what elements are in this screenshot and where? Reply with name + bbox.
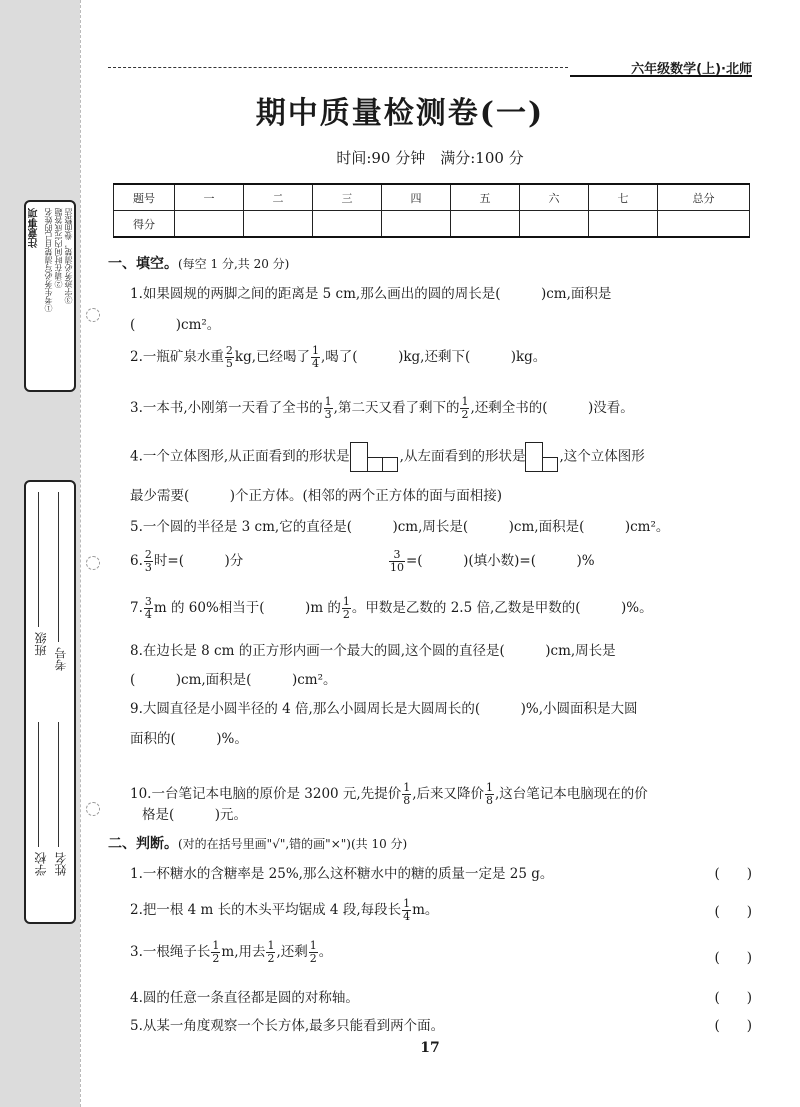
note-1: ①考生务必写清楚自己的姓名 — [44, 208, 53, 312]
answer-paren[interactable]: ( ) — [714, 1018, 752, 1034]
score-input-cell[interactable] — [244, 211, 313, 238]
text: ,这台笔记本电脑现在的价 — [495, 786, 648, 802]
denominator: 3 — [324, 408, 332, 421]
page-number: 17 — [420, 1040, 440, 1056]
question-4-cont: 最少需要( )个正方体。(相邻的两个正方体的面与面相接) — [130, 488, 503, 504]
table-cell: 二 — [244, 184, 313, 211]
question-2 — [130, 345, 546, 370]
question-6 — [130, 549, 243, 574]
numerator: 1 — [403, 781, 411, 794]
note-2: ②请在时间内完成答题 — [54, 208, 63, 288]
text: =( )(填小数)=( )% — [406, 553, 595, 569]
question-8-cont: ( )cm,面积是( )cm²。 — [130, 672, 337, 688]
numerator: 1 — [461, 395, 469, 408]
denominator: 2 — [309, 952, 317, 965]
numerator: 1 — [403, 897, 411, 910]
question-3 — [130, 396, 634, 421]
notes-label: 注意事项 — [29, 208, 40, 248]
judge-5: 5.从某一角度观察一个长方体,最多只能看到两个面。 — [130, 1018, 445, 1034]
question-7 — [130, 596, 653, 621]
section-1-heading — [108, 253, 289, 273]
fraction — [266, 940, 275, 965]
score-input-cell[interactable] — [658, 211, 750, 238]
text: ,还剩 — [276, 944, 308, 960]
text: 10.一台笔记本电脑的原价是 3200 元,先提价 — [130, 786, 402, 802]
numerator: 1 — [486, 781, 493, 794]
denominator: 4 — [312, 357, 320, 370]
note-3: ③字迹务必清楚，卷面整洁 — [64, 208, 73, 304]
binding-hole — [86, 556, 100, 570]
exam-no-line — [58, 492, 59, 642]
exam-info: 时间:90 分钟 满分:100 分 — [336, 149, 524, 167]
table-cell: 五 — [451, 184, 520, 211]
class-line — [38, 492, 39, 627]
denominator: 2 — [212, 952, 220, 965]
table-cell: 题号 — [114, 184, 175, 211]
exam-no-label: 考号 — [54, 647, 68, 671]
text: ,从左面看到的形状是 — [399, 448, 526, 465]
grade-label: 六年级数学(上)·北师 — [631, 62, 752, 77]
denominator: 4 — [403, 910, 411, 923]
text: ,这个立体图形 — [559, 448, 645, 465]
text: m 的 60%相当于( )m 的 — [153, 600, 341, 616]
text: 4.一个立体图形,从正面看到的形状是 — [130, 448, 350, 465]
score-input-cell[interactable] — [520, 211, 589, 238]
section-2-note: (对的在括号里画"√",错的画"×")(共 10 分) — [178, 837, 408, 851]
text: 3.一根绳子长 — [130, 944, 211, 960]
numerator: 3 — [389, 549, 405, 562]
fraction — [311, 345, 320, 370]
answer-paren[interactable]: ( ) — [714, 990, 752, 1006]
header-rule — [570, 75, 752, 77]
numerator: 1 — [312, 344, 320, 357]
fraction — [211, 940, 220, 965]
score-table — [113, 183, 750, 238]
fraction — [225, 345, 234, 370]
score-input-cell[interactable] — [589, 211, 658, 238]
text: m。 — [412, 902, 439, 918]
numerator: 3 — [144, 595, 152, 608]
left-view-figure — [525, 442, 559, 472]
text: 3.一本书,小刚第一天看了全书的 — [130, 400, 323, 416]
question-5: 5.一个圆的半径是 3 cm,它的直径是( )cm,周长是( )cm,面积是( )cm²。 — [130, 519, 670, 535]
notes-box — [24, 200, 76, 392]
score-table-header-row — [114, 184, 750, 211]
fraction — [460, 396, 469, 421]
score-input-cell[interactable] — [175, 211, 244, 238]
judge-4: 4.圆的任意一条直径都是圆的对称轴。 — [130, 990, 359, 1006]
text: 2.一瓶矿泉水重 — [130, 349, 224, 365]
denominator: 8 — [403, 794, 411, 807]
denominator: 2 — [461, 408, 469, 421]
judge-2 — [130, 898, 438, 923]
binding-hole — [86, 802, 100, 816]
text: 7. — [130, 600, 143, 616]
section-2-heading — [108, 833, 407, 853]
fraction — [144, 596, 153, 621]
question-9: 9.大圆直径是小圆半径的 4 倍,那么小圆周长是大圆周长的( )%,小圆面积是大圆 — [130, 701, 638, 717]
table-cell: 四 — [382, 184, 451, 211]
binding-hole — [86, 308, 100, 322]
denominator: 4 — [144, 608, 152, 621]
text: 6. — [130, 553, 143, 569]
judge-3 — [130, 940, 332, 965]
fraction — [402, 782, 411, 807]
answer-paren[interactable]: ( ) — [714, 866, 752, 882]
judge-1: 1.一杯糖水的含糖率是 25%,那么这杯糖水中的糖的质量一定是 25 g。 — [130, 866, 554, 882]
section-1-title: 一、填空。 — [108, 256, 178, 272]
fraction — [324, 396, 333, 421]
student-info-box — [24, 480, 76, 924]
table-cell: 总分 — [658, 184, 750, 211]
denominator: 2 — [342, 608, 350, 621]
denominator: 10 — [390, 561, 404, 574]
denominator: 3 — [144, 561, 152, 574]
question-4 — [130, 442, 645, 472]
table-cell: 七 — [589, 184, 658, 211]
school-line — [38, 722, 39, 847]
numerator: 2 — [225, 344, 233, 357]
question-9-cont: 面积的( )%。 — [130, 731, 248, 747]
header-dash-line — [108, 67, 568, 68]
fraction — [485, 782, 494, 807]
text: ,喝了( )kg,还剩下( )kg。 — [321, 349, 547, 365]
numerator: 1 — [212, 939, 220, 952]
table-cell: 一 — [175, 184, 244, 211]
question-8: 8.在边长是 8 cm 的正方形内画一个最大的圆,这个圆的直径是( )cm,周长是 — [130, 643, 616, 659]
text: 2.把一根 4 m 长的木头平均锯成 4 段,每段长 — [130, 902, 402, 918]
fraction — [342, 596, 351, 621]
text: ,后来又降价 — [412, 786, 484, 802]
text: m,用去 — [221, 944, 266, 960]
answer-paren[interactable]: ( ) — [714, 950, 752, 966]
table-cell: 六 — [520, 184, 589, 211]
question-6-part-2 — [388, 549, 595, 574]
denominator: 5 — [225, 357, 233, 370]
score-input-cell[interactable] — [313, 211, 382, 238]
table-cell: 得分 — [114, 211, 175, 238]
denominator: 2 — [267, 952, 275, 965]
score-input-cell[interactable] — [451, 211, 520, 238]
text: 。 — [318, 944, 333, 960]
front-view-figure — [350, 442, 400, 472]
fraction — [402, 898, 411, 923]
section-1-note: (每空 1 分,共 20 分) — [178, 257, 290, 271]
numerator: 1 — [267, 939, 275, 952]
name-line — [58, 722, 59, 847]
numerator: 2 — [144, 548, 152, 561]
score-table-score-row — [114, 211, 750, 238]
page-title: 期中质量检测卷(一) — [255, 96, 545, 131]
school-label: 学校 — [34, 852, 48, 876]
fraction — [144, 549, 153, 574]
numerator: 1 — [309, 939, 317, 952]
numerator: 1 — [324, 395, 332, 408]
text: kg,已经喝了 — [234, 349, 311, 365]
class-label: 班级 — [34, 632, 48, 656]
text: ,第二天又看了剩下的 — [333, 400, 460, 416]
text: ,还剩全书的( )没看。 — [470, 400, 634, 416]
table-cell: 三 — [313, 184, 382, 211]
text: 。甲数是乙数的 2.5 倍,乙数是甲数的( )%。 — [351, 600, 653, 616]
text: 时=( )分 — [153, 553, 244, 569]
name-label: 姓名 — [54, 852, 68, 876]
section-2-title: 二、判断。 — [108, 836, 178, 852]
score-input-cell[interactable] — [382, 211, 451, 238]
denominator: 8 — [486, 794, 493, 807]
fraction — [309, 940, 318, 965]
question-1: 1.如果圆规的两脚之间的距离是 5 cm,那么画出的圆的周长是( )cm,面积是 — [130, 286, 612, 302]
numerator: 1 — [342, 595, 350, 608]
fraction — [389, 549, 405, 574]
answer-paren[interactable]: ( ) — [714, 904, 752, 920]
question-10-cont: 格是( )元。 — [142, 807, 248, 823]
question-1-cont: ( )cm²。 — [130, 317, 221, 333]
